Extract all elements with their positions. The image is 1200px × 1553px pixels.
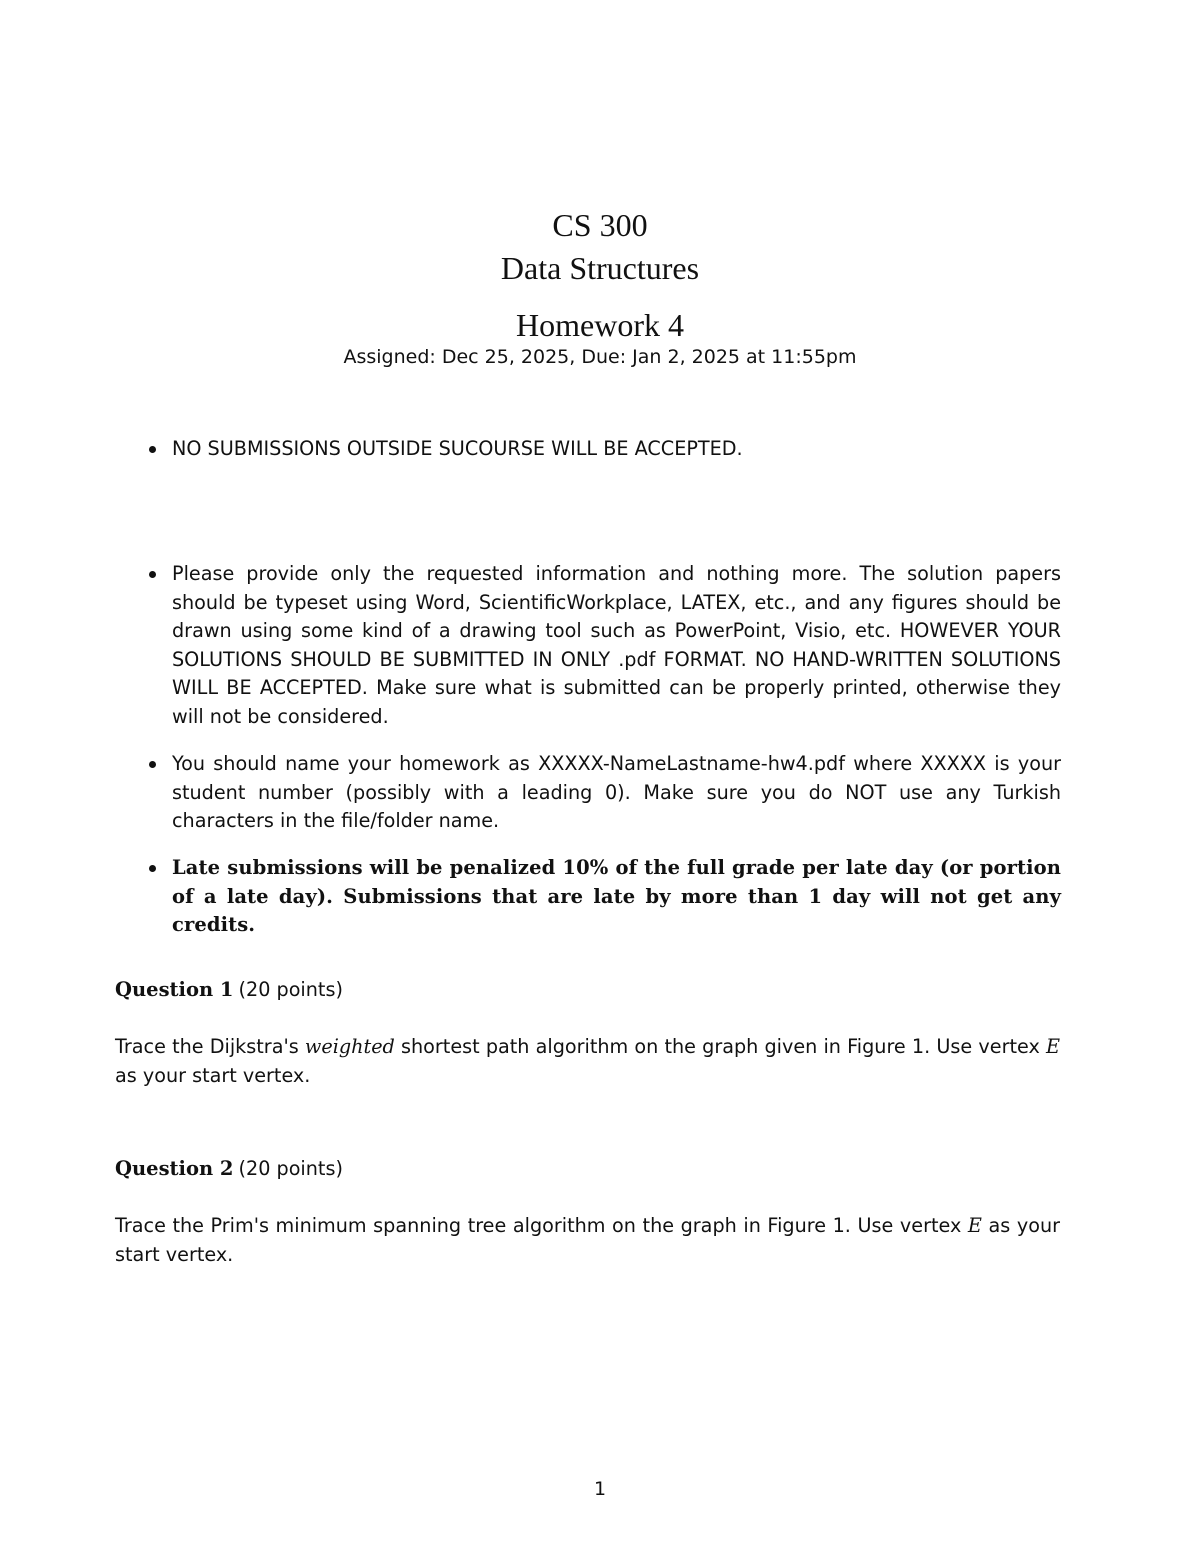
question-points: (20 points)	[238, 1157, 343, 1180]
homework-title: Homework 4	[516, 307, 684, 343]
question-text-part: shortest path algorithm on the graph given in Figure 1. Use vertex	[401, 1035, 1040, 1058]
question-label: Question 1	[115, 978, 234, 1001]
bullet-icon	[149, 761, 156, 768]
question-1-heading	[115, 975, 343, 1005]
question-2-text	[115, 1211, 1060, 1269]
instructions-list-2	[145, 560, 1061, 732]
instructions-list-3	[145, 750, 1061, 836]
question-2-heading	[115, 1154, 343, 1184]
bullet-text: Please provide only the requested information and nothing more. The solution papers should be typeset using Word, ScientificWorkplace, LATEX, etc., and any figures should be drawn using some kind of a drawing tool such as PowerPoint, Visio, etc. HOWEVER YOUR SOLUTIONS SHOULD BE SUBMITTED IN ONLY .pdf FORMAT. NO HAND-WRITTEN SOLUTIONS WILL BE ACCEPTED. Make sure what is submitted can be properly printed, otherwise they will not be considered.	[172, 562, 1061, 728]
late-policy-text: Late submissions will be penalized 10% of the full grade per late day (or portion of a late day). Submissions that are late by more than 1 day will not get any credits.	[172, 856, 1061, 937]
list-item	[145, 435, 1061, 464]
instructions-list-1	[145, 435, 1061, 464]
course-code: CS 300	[552, 207, 648, 243]
question-label: Question 2	[115, 1157, 234, 1180]
bullet-icon	[149, 446, 156, 453]
bullet-text: You should name your homework as XXXXX-NameLastname-hw4.pdf where XXXXX is your student number (possibly with a leading 0). Make sure you do NOT use any Turkish characters in the file/folder name.	[172, 752, 1061, 833]
list-item	[145, 750, 1061, 836]
list-item	[145, 854, 1061, 940]
question-1-text	[115, 1032, 1060, 1090]
course-title: Data Structures	[500, 250, 700, 286]
bullet-icon	[149, 865, 156, 872]
question-points: (20 points)	[238, 978, 343, 1001]
assignment-dates: Assigned: Dec 25, 2025, Due: Jan 2, 2025 at 11:55pm	[343, 346, 857, 368]
question-text-part: as your start vertex.	[115, 1064, 311, 1087]
bullet-icon	[149, 571, 156, 578]
question-text-part: as your start vertex.	[115, 1214, 1060, 1266]
question-vertex: E	[967, 1214, 982, 1237]
question-text-part: Trace the Prim's minimum spanning tree algorithm on the graph in Figure 1. Use vertex	[115, 1214, 962, 1237]
bullet-text: NO SUBMISSIONS OUTSIDE SUCOURSE WILL BE ACCEPTED.	[172, 437, 743, 460]
instructions-list-4	[145, 854, 1061, 940]
list-item	[145, 560, 1061, 732]
question-emphasis: weighted	[304, 1035, 395, 1058]
page-number: 1	[593, 1478, 607, 1500]
question-vertex: E	[1046, 1035, 1061, 1058]
question-text-part: Trace the Dijkstra's	[115, 1035, 299, 1058]
